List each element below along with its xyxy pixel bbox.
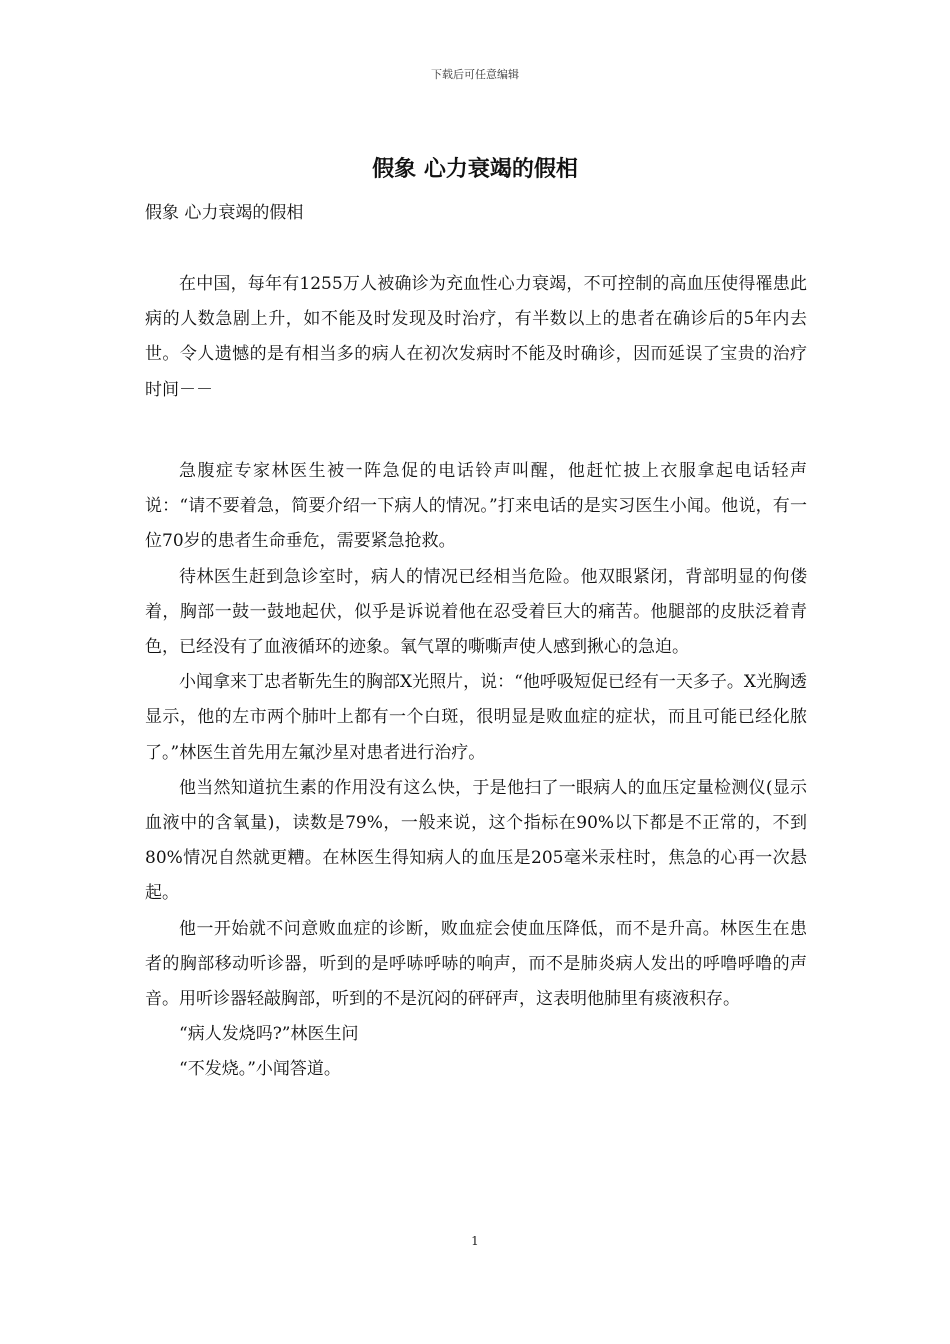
intro-paragraph: 在中国，每年有1255万人被确诊为充血性心力衰竭，不可控制的高血压使得罹患此病的人数急剧上升，如不能及时发现及时治疗，有半数以上的患者在确诊后的5年内去世。令人遗憾的是有相当多的病人在初次发病时不能及时确诊，因而延误了宝贵的治疗时间－－ — [145, 274, 807, 400]
page-header: 下载后可任意编辑 — [431, 68, 519, 81]
story-paragraph-2: 待林医生赶到急诊室时，病人的情况已经相当危险。他双眼紧闭，背部明显的佝偻着，胸部一鼓一鼓地起伏，似乎是诉说着他在忍受着巨大的痛苦。他腿部的皮肤泛着青色，已经没有了血液循环的迹象。氧气罩的嘶嘶声使人感到揪心的急迫。 — [145, 566, 807, 658]
dialogue-line-1: “病人发烧吗?”林医生问 — [179, 1024, 359, 1045]
story-paragraph-1: 急腹症专家林医生被一阵急促的电话铃声叫醒，他赶忙披上衣服拿起电话轻声说：“请不要着急，简要介绍一下病人的情况。”打来电话的是实习医生小闻。他说，有一位70岁的患者生命垂危，需要紧急抢救。 — [145, 461, 807, 552]
story-section — [145, 454, 807, 1088]
story-paragraph-3: 小闻拿来丁忠者靳先生的胸部X光照片，说：“他呼吸短促已经有一天多子。X光胸透显示，他的左市两个肺叶上都有一个白斑，很明显是败血症的症状，而且可能已经化脓了。”林医生首先用左氟沙星对患者进行治疗。 — [145, 672, 807, 763]
story-paragraph-5: 他一开始就不问意败血症的诊断，败血症会使血压降低，而不是升高。林医生在患者的胸部移动听诊器，听到的是呼哧呼哧的响声，而不是肺炎病人发出的呼噜呼噜的声音。用听诊器轻敲胸部，听到的不是沉闷的砰砰声，这表明他肺里有痰液积存。 — [145, 918, 807, 1010]
document-title: 假象 心力衰竭的假相 — [372, 156, 578, 182]
dialogue-line-2: “不发烧。”小闻答道。 — [179, 1059, 341, 1080]
story-paragraph-4: 他当然知道抗生素的作用没有这么快，于是他扫了一眼病人的血压定量检测仪(显示血液中的含氧量)，读数是79%，一般来说，这个指标在90%以下都是不正常的，不到 80%情况自然就更糟。在林医生得知病人的血压是205毫米汞柱时，焦急的心再一次悬起。 — [145, 777, 807, 904]
page-number: 1 — [471, 1234, 479, 1248]
document-subtitle: 假象 心力衰竭的假相 — [145, 203, 304, 223]
intro-section — [145, 267, 807, 408]
